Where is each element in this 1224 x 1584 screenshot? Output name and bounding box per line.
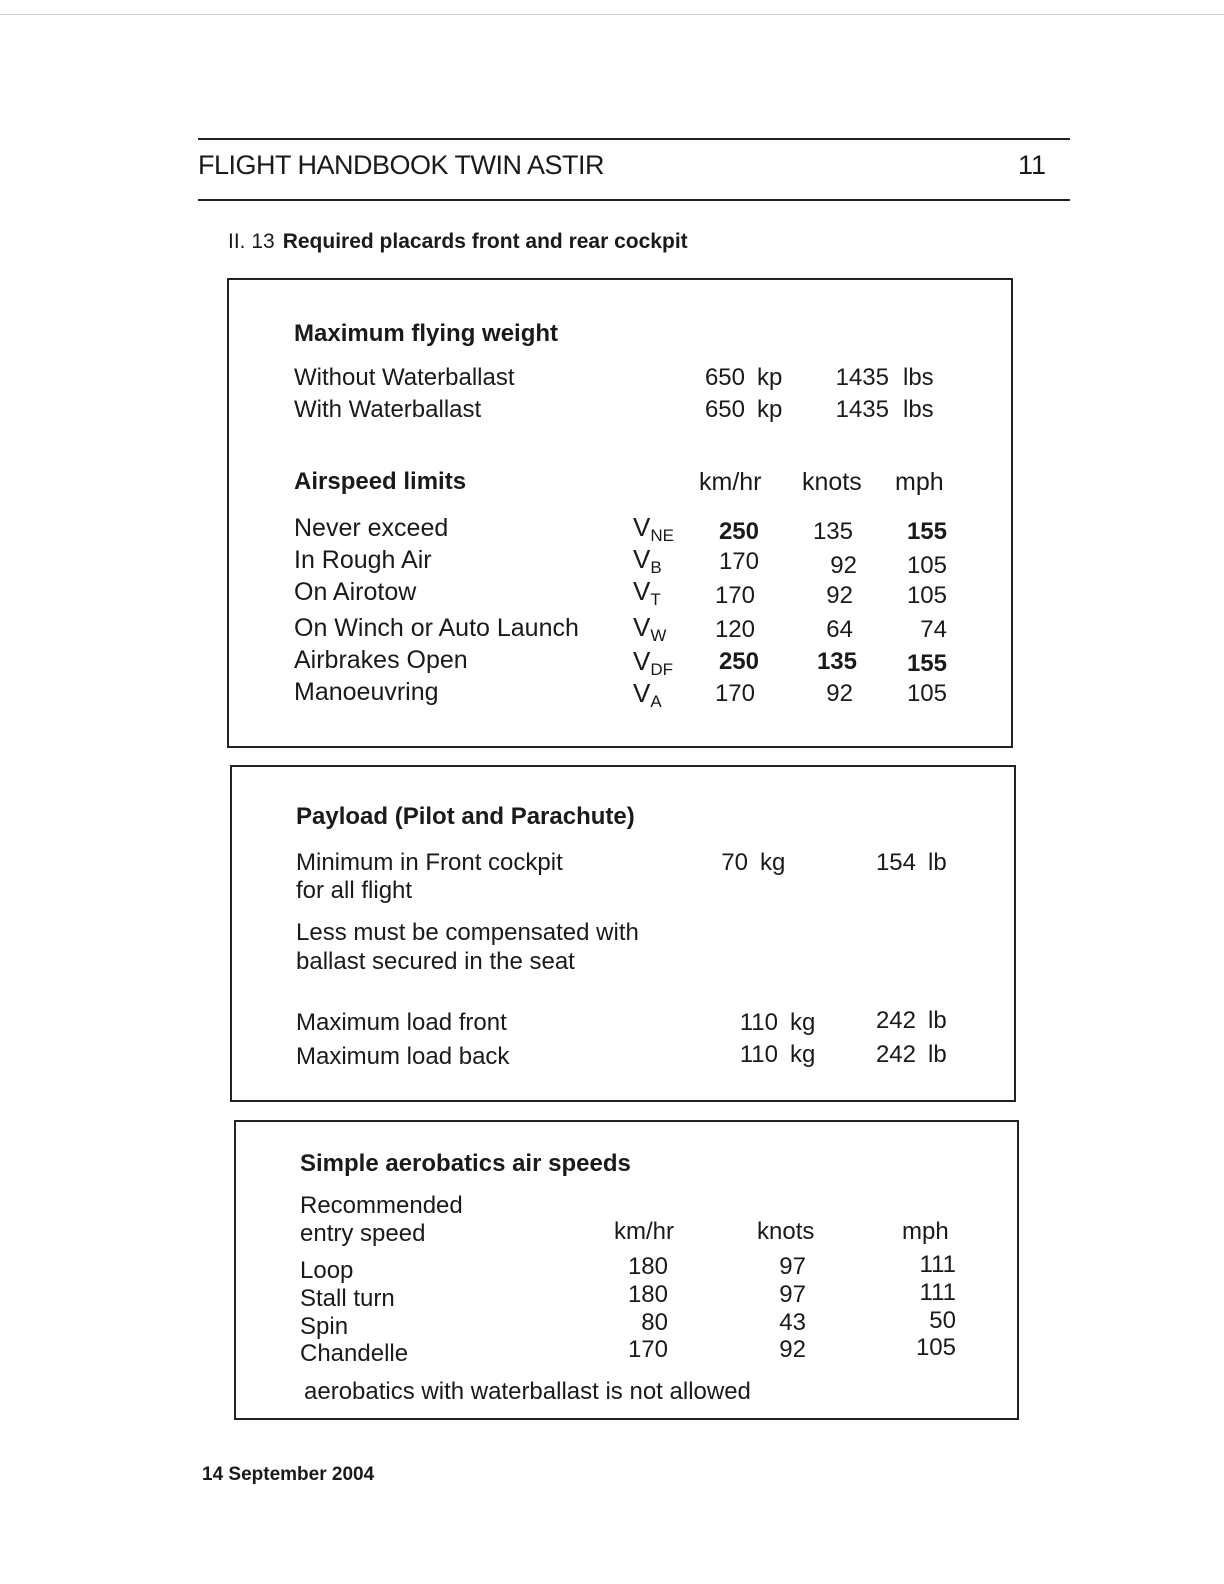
airspeed-row-label: Airbrakes Open <box>294 646 468 674</box>
aerobatics-mph: 105 <box>915 1334 956 1361</box>
aerobatics-kmh: 180 <box>627 1253 668 1280</box>
payload-note-line: Less must be compensated with <box>296 919 639 946</box>
weight-row-label: With Waterballast <box>294 396 482 423</box>
airspeed-col-kmh: km/hr <box>699 468 762 496</box>
speed-symbol: $V_T$ <box>633 576 661 609</box>
payload-max-kg: 110 <box>739 1041 778 1068</box>
speed-symbol: $V_{DF}$ <box>633 646 674 679</box>
aerobatics-placard <box>234 1120 1019 1420</box>
airspeed-mph: 105 <box>906 582 947 609</box>
payload-max-lb-unit: lb <box>928 1007 947 1034</box>
payload-min-lb: 154 <box>875 849 916 876</box>
airspeed-knots: 135 <box>816 648 857 675</box>
payload-max-lb: 242 <box>875 1007 916 1034</box>
aerobatics-col-knots: knots <box>757 1218 815 1245</box>
airspeed-mph: 105 <box>906 552 947 579</box>
payload-max-lb: 242 <box>875 1041 916 1068</box>
airspeed-mph: 155 <box>906 650 947 677</box>
payload-heading: Payload (Pilot and Parachute) <box>296 803 635 830</box>
aerobatics-row-label: Chandelle <box>300 1340 409 1367</box>
payload-max-kg: 110 <box>739 1009 778 1036</box>
aerobatics-entry-label: Recommended <box>300 1192 463 1219</box>
aerobatics-kmh: 180 <box>627 1281 668 1308</box>
speed-symbol: $V_A$ <box>633 678 662 711</box>
aerobatics-mph: 111 <box>919 1279 956 1306</box>
airspeed-row-label: Manoeuvring <box>294 678 439 706</box>
weight-lbs-value: 1435 <box>835 396 889 423</box>
aerobatics-knots: 97 <box>779 1281 806 1308</box>
aerobatics-knots: 97 <box>779 1253 806 1280</box>
payload-kg-unit: kg <box>760 849 786 876</box>
payload-min-kg: 70 <box>721 849 748 876</box>
payload-max-label: Maximum load front <box>296 1009 507 1036</box>
payload-placard <box>230 765 1016 1102</box>
section-number: II. 13 <box>228 230 275 253</box>
airspeed-kmh: 170 <box>714 680 755 707</box>
payload-max-kg-unit: kg <box>790 1041 816 1068</box>
airspeed-row-label: In Rough Air <box>294 546 432 574</box>
scan-edge-line <box>0 14 1224 15</box>
aerobatics-col-mph: mph <box>902 1218 949 1245</box>
footer-date: 14 September 2004 <box>202 1464 375 1485</box>
weight-lbs-value: 1435 <box>835 364 889 391</box>
header-top-rule <box>198 138 1070 140</box>
airspeed-row-label: On Winch or Auto Launch <box>294 614 579 642</box>
airspeed-row-label: On Airotow <box>294 578 417 606</box>
weight-row-label: Without Waterballast <box>294 364 515 391</box>
airspeed-kmh: 170 <box>718 548 759 575</box>
aerobatics-kmh: 80 <box>641 1309 668 1336</box>
airspeed-knots: 135 <box>812 518 853 545</box>
handbook-title: FLIGHT HANDBOOK TWIN ASTIR <box>198 150 605 180</box>
aerobatics-note: aerobatics with waterballast is not allowed <box>304 1378 751 1405</box>
page-number: 11 <box>1018 150 1047 180</box>
airspeed-knots: 64 <box>826 616 853 643</box>
airspeed-knots: 92 <box>830 552 857 579</box>
aerobatics-kmh: 170 <box>627 1336 668 1363</box>
aerobatics-entry-sublabel: entry speed <box>300 1220 426 1247</box>
weight-kp-value: 650 <box>704 396 745 423</box>
weight-heading: Maximum flying weight <box>294 320 559 347</box>
section-heading <box>228 230 688 254</box>
weight-airspeed-placard <box>227 278 1013 748</box>
airspeed-mph: 155 <box>906 518 947 545</box>
airspeed-col-knots: knots <box>802 468 862 496</box>
aerobatics-row-label: Stall turn <box>300 1285 395 1312</box>
payload-max-label: Maximum load back <box>296 1043 510 1070</box>
airspeed-kmh: 120 <box>714 616 755 643</box>
payload-max-lb-unit: lb <box>928 1041 947 1068</box>
aerobatics-knots: 43 <box>779 1309 806 1336</box>
weight-lbs-unit: lbs <box>903 396 934 423</box>
airspeed-mph: 74 <box>920 616 947 643</box>
aerobatics-col-kmh: km/hr <box>614 1218 674 1245</box>
payload-lb-unit: lb <box>928 849 947 876</box>
airspeed-kmh: 170 <box>714 582 755 609</box>
aerobatics-row-label: Spin <box>300 1313 349 1340</box>
aerobatics-row-label: Loop <box>300 1257 354 1284</box>
aerobatics-mph: 50 <box>929 1307 956 1334</box>
weight-kp-unit: kp <box>757 396 783 423</box>
airspeed-knots: 92 <box>826 680 853 707</box>
airspeed-knots: 92 <box>826 582 853 609</box>
speed-symbol: $V_B$ <box>633 544 662 577</box>
aerobatics-mph: 111 <box>919 1251 956 1278</box>
airspeed-col-mph: mph <box>895 468 944 496</box>
airspeed-kmh: 250 <box>718 648 759 675</box>
airspeed-kmh: 250 <box>718 518 759 545</box>
payload-max-kg-unit: kg <box>790 1009 816 1036</box>
payload-min-front-sublabel: for all flight <box>296 877 413 904</box>
weight-kp-unit: kp <box>757 364 783 391</box>
airspeed-heading: Airspeed limits <box>294 468 467 495</box>
section-title: Required placards front and rear cockpit <box>282 230 688 253</box>
speed-symbol: $V_{NE}$ <box>633 512 674 545</box>
aerobatics-heading: Simple aerobatics air speeds <box>300 1150 631 1177</box>
weight-kp-value: 650 <box>704 364 745 391</box>
speed-symbol: $V_W$ <box>633 612 667 645</box>
airspeed-row-label: Never exceed <box>294 514 449 542</box>
header-bottom-rule <box>198 199 1070 201</box>
airspeed-mph: 105 <box>906 680 947 707</box>
payload-note-line: ballast secured in the seat <box>296 948 575 975</box>
weight-lbs-unit: lbs <box>903 364 934 391</box>
aerobatics-knots: 92 <box>779 1336 806 1363</box>
payload-min-front-label: Minimum in Front cockpit <box>296 849 563 876</box>
